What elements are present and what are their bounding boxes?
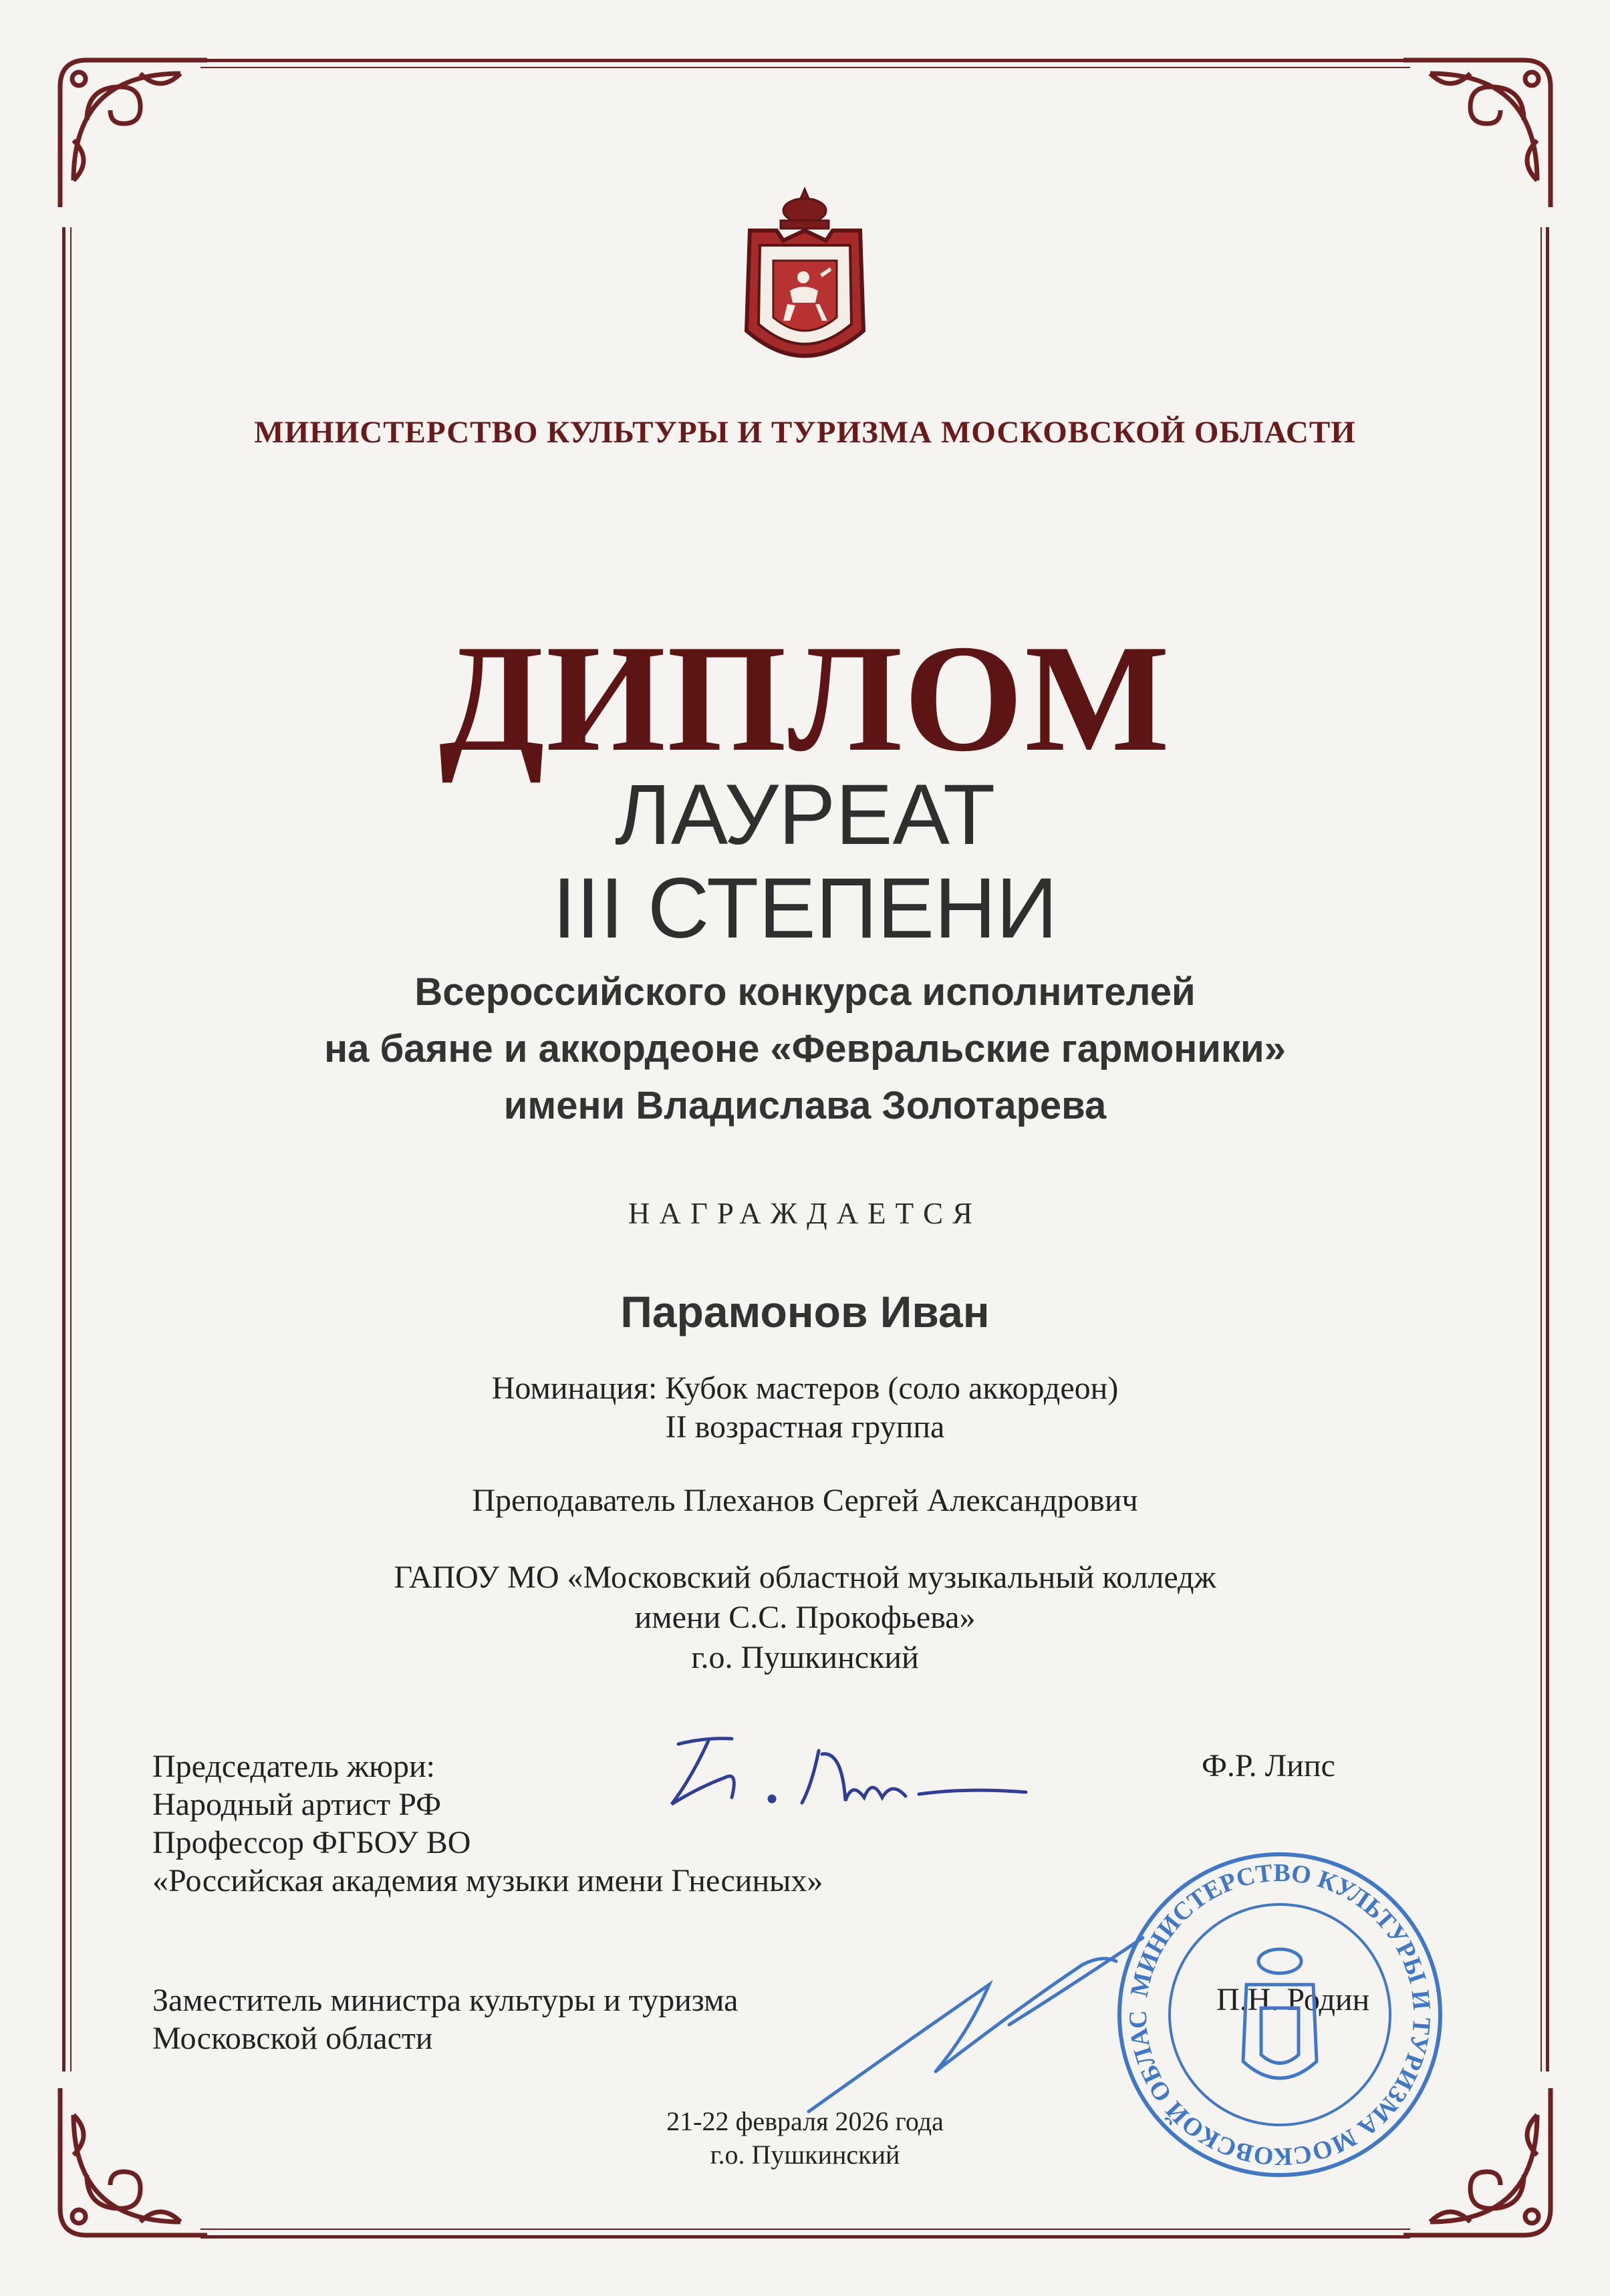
ministry-title: МИНИСТЕРСТВО КУЛЬТУРЫ И ТУРИЗМА МОСКОВСКОЙ ОБЛАСТИ [254, 415, 1356, 450]
award-place: г.о. Пушкинский [710, 2140, 900, 2170]
deputy-minister-block [152, 1981, 738, 2057]
jury-line-4: «Российская академия музыки имени Гнесиных» [152, 1863, 823, 1898]
document-title: ДИПЛОМ [438, 613, 1172, 783]
jury-line-2: Народный артист РФ [152, 1787, 442, 1822]
corner-ornament-icon [47, 47, 221, 221]
competition-line-3: имени Владислава Золотарева [503, 1084, 1107, 1127]
corner-ornament-icon [1390, 47, 1564, 221]
nomination: Номинация: Кубок мастеров (соло аккордеон) [491, 1371, 1119, 1406]
laureate-degree: III СТЕПЕНИ [552, 861, 1058, 956]
moscow-oblast-coat-of-arms-icon [736, 184, 874, 384]
award-date: 21-22 февраля 2026 года [666, 2106, 944, 2136]
awarded-label: НАГРАЖДАЕТСЯ [628, 1197, 982, 1230]
deputy-line-2: Московской области [152, 2021, 433, 2056]
jury-chairman-name: Ф.Р. Липс [1202, 1748, 1335, 1783]
teacher: Преподаватель Плеханов Сергей Александрович [472, 1483, 1138, 1518]
stamp-text: МИНИСТЕРСТВО КУЛЬТУРЫ И ТУРИЗМА МОСКОВСКОЙ ОБЛАС [1123, 1858, 1436, 2171]
deputy-line-1: Заместитель министра культуры и туризма [152, 1983, 739, 2018]
jury-line-1: Председатель жюри: [152, 1749, 435, 1784]
jury-signature [652, 1724, 1053, 1824]
date-place-block [0, 2105, 1610, 2172]
competition-line-2: на баяне и аккордеоне «Февральские гармоники» [324, 1027, 1286, 1070]
competition-line-1: Всероссийского конкурса исполнителей [414, 970, 1196, 1014]
jury-line-3: Профессор ФГБОУ ВО [152, 1825, 471, 1860]
age-group: II возрастная группа [665, 1409, 945, 1445]
laureate-title: ЛАУРЕАТ [614, 767, 996, 863]
deputy-minister-name: П.Н. Родин [1216, 1982, 1370, 2017]
institution-line-3: г.о. Пушкинский [691, 1640, 919, 1675]
recipient-name: Парамонов Иван [620, 1287, 990, 1336]
institution-line-1: ГАПОУ МО «Московский областной музыкальный колледж [394, 1560, 1216, 1595]
institution-line-2: имени С.С. Прокофьева» [634, 1600, 976, 1635]
